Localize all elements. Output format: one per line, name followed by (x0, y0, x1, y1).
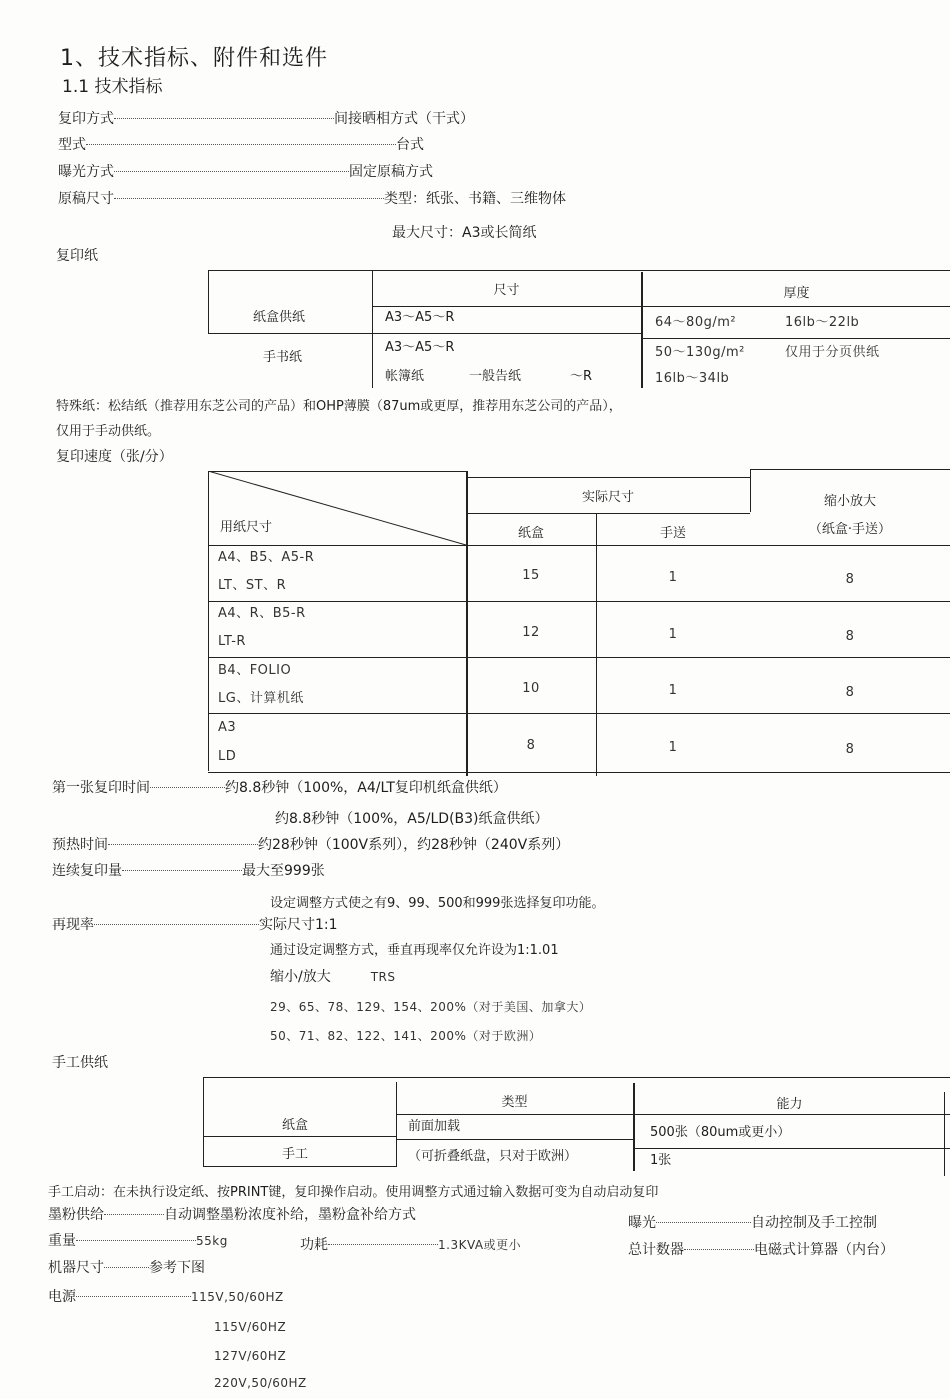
spec-continuous-2: 设定调整方式使之有9、99、500和999张选择复印功能。 (270, 896, 605, 911)
speed-row4-size2: LD (218, 749, 237, 764)
manual-header-type: 类型 (501, 1095, 528, 1110)
manual-row2-type: （可折叠纸盘，只对于欧洲） (408, 1149, 578, 1164)
speed-header-manual: 手送 (659, 526, 686, 541)
spec-toner: 墨粉供给 自动调整墨粉浓度补给，墨粉盒补给方式 (48, 1207, 416, 1223)
speed-row3-size1: B4、FOLIO (218, 663, 292, 678)
spec-first-copy: 第一张复印时间 约8.8秒钟（100%，A4/LT复印机纸盒供纸） (52, 780, 507, 796)
spec-magnification-5: 50、71、82、122、141、200%（对于欧洲） (270, 1029, 542, 1043)
speed-row4-cassette: 8 (526, 738, 536, 753)
speed-row1-manual: 1 (668, 570, 678, 585)
speed-row1-zoom: 8 (845, 572, 855, 587)
speed-header-cassette: 纸盒 (517, 526, 544, 541)
paper-row1-thick1: 64～80g/m² (655, 315, 737, 330)
paper-row2-size3: 一般告纸 (469, 369, 522, 384)
spec-type: 型式 台式 (58, 137, 424, 153)
speed-row1-size1: A4、B5、A5-R (218, 550, 315, 565)
spec-copy-method: 复印方式 间接晒相方式（干式） (58, 111, 474, 127)
speed-header-zoom: 缩小放大 (823, 494, 876, 509)
speed-row2-size2: LT-R (218, 634, 246, 649)
manual-row2-label: 手工 (282, 1147, 309, 1162)
speed-row4-zoom: 8 (845, 742, 855, 757)
spec-dimensions: 机器尺寸 参考下图 (48, 1260, 205, 1276)
spec-continuous: 连续复印量 最大至999张 (52, 863, 325, 879)
speed-row3-cassette: 10 (522, 681, 540, 696)
paper-row2-size: A3～A5～R (385, 340, 455, 355)
speed-header-paper: 用纸尺寸 (220, 520, 273, 535)
spec-magnification: 再现率 实际尺寸1:1 (52, 917, 338, 933)
section-title: 1.1 技术指标 (62, 77, 163, 97)
manual-feed-label: 手工供纸 (52, 1055, 108, 1071)
spec-power-consumption: 功耗 1.3KVA或更小 (300, 1237, 522, 1253)
speed-row2-cassette: 12 (522, 625, 540, 640)
manual-row1-capacity: 500张（80um或更小） (650, 1125, 791, 1140)
spec-power-3: 127V/60HZ (214, 1349, 287, 1363)
speed-row2-manual: 1 (668, 627, 678, 642)
manual-start-note: 手工启动：在未执行设定纸、按PRINT键，复印操作启动。使用调整方式通过输入数据可变为自动启动复印 (48, 1185, 659, 1200)
speed-row1-size2: LT、ST、R (218, 578, 287, 593)
spec-magnification-4: 29、65、78、129、154、200%（对于美国、加拿大） (270, 1000, 592, 1014)
speed-row3-size2: LG、计算机纸 (218, 691, 304, 706)
paper-header-thickness: 厚度 (783, 286, 810, 301)
speed-header-zoom2: （纸盒·手送） (808, 522, 892, 537)
speed-row2-size1: A4、R、B5-R (218, 606, 306, 621)
spec-exposure: 曝光方式 固定原稿方式 (58, 164, 433, 180)
speed-row2-zoom: 8 (845, 629, 855, 644)
spec-power: 电源 115V,50/60HZ (48, 1289, 284, 1305)
speed-row1-cassette: 15 (522, 568, 540, 583)
paper-row2-label: 手书纸 (263, 350, 303, 365)
speed-header-actual: 实际尺寸 (581, 490, 634, 505)
paper-row2-size4: ～R (570, 369, 593, 384)
spec-magnification-2: 通过设定调整方式，垂直再现率仅允许设为1:1.01 (270, 943, 559, 958)
paper-row1-size: A3～A5～R (385, 310, 455, 325)
manual-row2-capacity: 1张 (650, 1153, 672, 1168)
spec-counter: 总计数器 电磁式计算器（内台） (628, 1242, 894, 1258)
spec-power-2: 115V/60HZ (214, 1320, 287, 1334)
page-title: 1、技术指标、附件和选件 (60, 46, 328, 71)
spec-magnification-3: 缩小/放大 TRS (270, 969, 396, 985)
manual-row1-type: 前面加载 (408, 1119, 461, 1134)
paper-header-size: 尺寸 (493, 283, 520, 298)
speed-row4-size1: A3 (218, 720, 237, 735)
spec-warmup: 预热时间 约28秒钟（100V系列），约28秒钟（240V系列） (52, 837, 570, 853)
spec-original-size: 原稿尺寸 类型：纸张、书籍、三维物体 (58, 191, 566, 207)
paper-row2-thick2: 仅用于分页供纸 (785, 345, 880, 360)
special-paper-note2: 仅用于手动供纸。 (56, 424, 161, 439)
speed-row3-zoom: 8 (845, 685, 855, 700)
spec-power-4: 220V,50/60HZ (214, 1376, 307, 1390)
paper-row1-thick2: 16lb～22lb (785, 315, 860, 330)
manual-header-capacity: 能力 (776, 1097, 803, 1112)
speed-row4-manual: 1 (668, 740, 678, 755)
paper-row2-size2: 帐簿纸 (385, 369, 425, 384)
copy-paper-label: 复印纸 (56, 248, 98, 264)
spec-exposure-control: 曝光 自动控制及手工控制 (628, 1215, 877, 1231)
copy-speed-label: 复印速度（张/分） (56, 449, 173, 465)
spec-original-max: 最大尺寸：A3或长简纸 (392, 225, 537, 241)
manual-row1-label: 纸盒 (282, 1118, 309, 1133)
spec-weight: 重量 55kg (48, 1233, 228, 1249)
special-paper-note: 特殊纸：松结纸（推荐用东芝公司的产品）和OHP薄膜（87um或更厚，推荐用东芝公司的产品）， (56, 399, 622, 414)
spec-first-copy-2: 约8.8秒钟（100%，A5/LD(B3)纸盒供纸） (275, 811, 549, 827)
speed-row3-manual: 1 (668, 683, 678, 698)
paper-row2-thick3: 16lb～34lb (655, 371, 730, 386)
paper-row1-label: 纸盒供纸 (253, 310, 306, 325)
paper-row2-thick1: 50～130g/m² (655, 345, 745, 360)
